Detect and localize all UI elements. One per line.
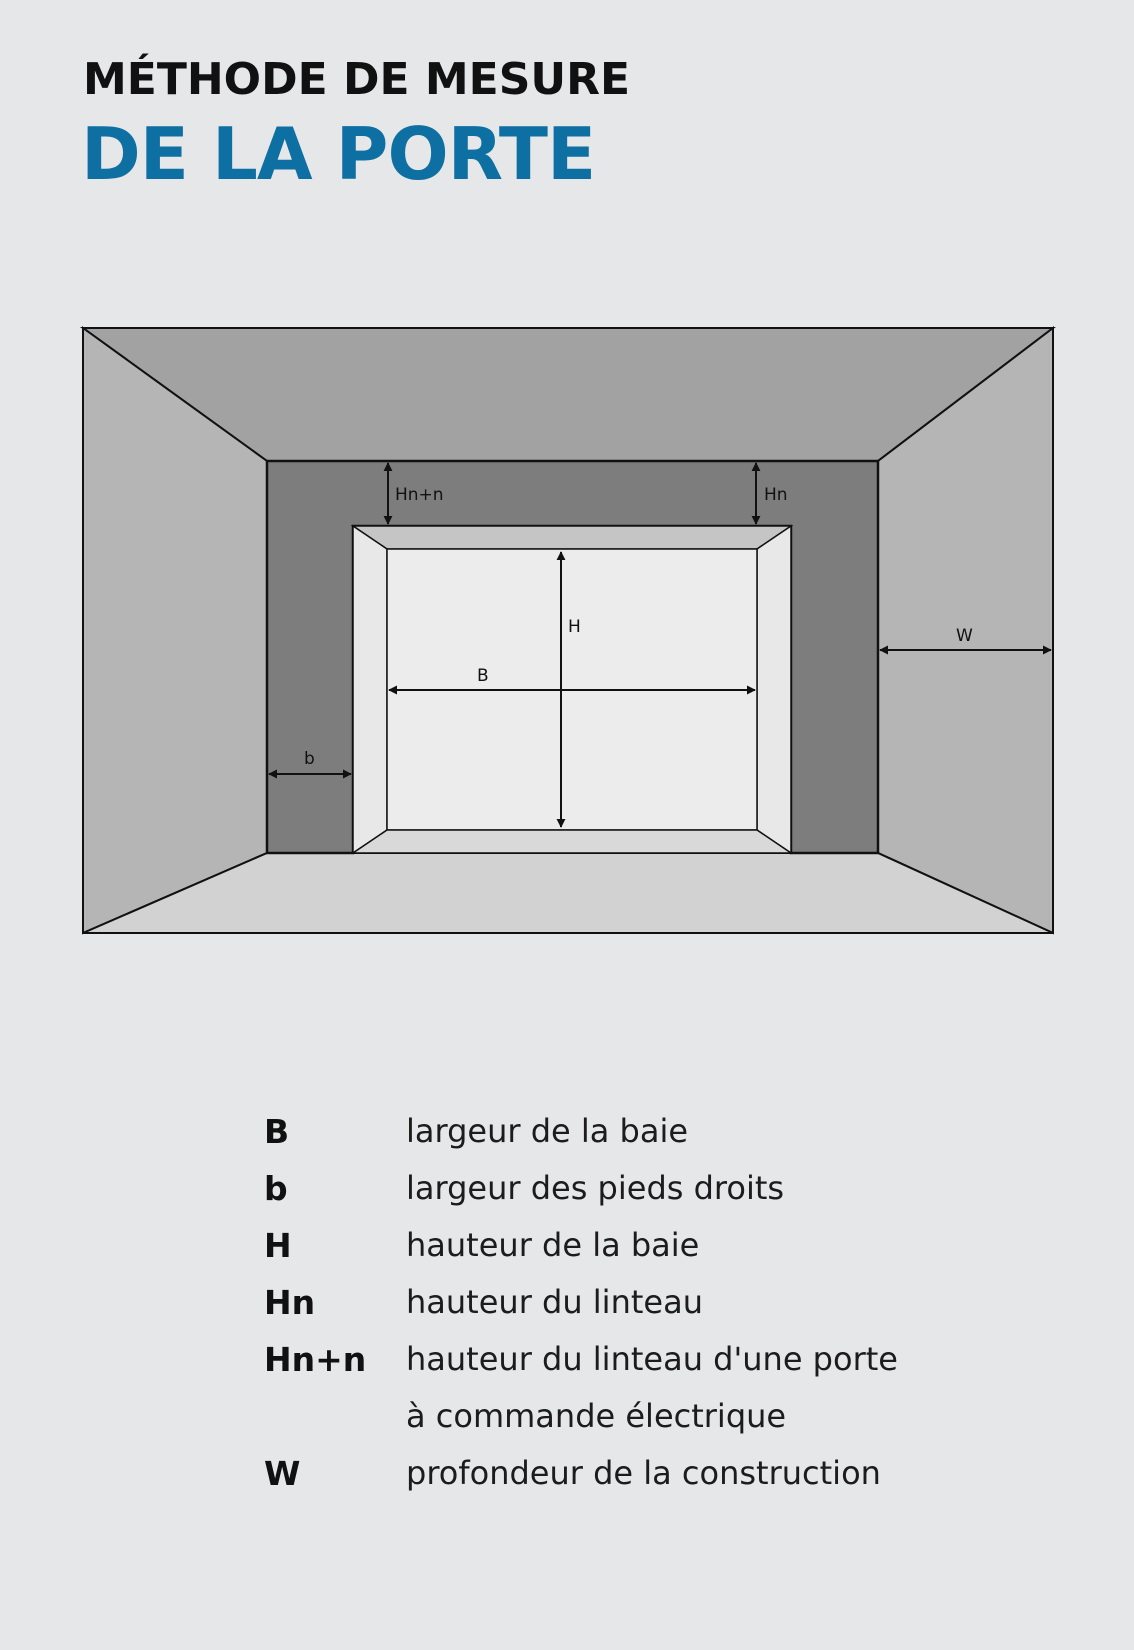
opening-right-reveal (757, 526, 791, 853)
legend-description: hauteur de la baie (406, 1226, 700, 1264)
legend-description (406, 1331, 898, 1445)
legend-key: Hn (264, 1283, 316, 1322)
legend-key: B (264, 1112, 290, 1151)
label-hn-n: Hn+n (395, 485, 444, 505)
opening-top-reveal (353, 526, 791, 549)
legend-description: profondeur de la construction (406, 1454, 881, 1492)
opening-floor (353, 830, 791, 853)
legend-key: b (264, 1169, 288, 1208)
label-w: W (956, 626, 973, 646)
title-line-1: MÉTHODE DE MESURE (83, 54, 631, 105)
label-b-lower: b (304, 749, 315, 769)
legend-description: largeur de la baie (406, 1112, 689, 1150)
legend-description: hauteur du linteau (406, 1283, 703, 1321)
legend-description-line-1: hauteur du linteau d'une porte (406, 1340, 898, 1378)
label-b-upper: B (477, 666, 489, 686)
legend-key: W (264, 1454, 301, 1493)
label-hn: Hn (764, 485, 788, 505)
title-line-2: DE LA PORTE (81, 112, 596, 196)
legend-key: Hn+n (264, 1340, 367, 1379)
legend-description-line-2: à commande électrique (406, 1397, 787, 1435)
opening-left-reveal (353, 526, 387, 853)
legend-key: H (264, 1226, 292, 1265)
legend-description: largeur des pieds droits (406, 1169, 785, 1207)
label-h: H (568, 617, 581, 637)
